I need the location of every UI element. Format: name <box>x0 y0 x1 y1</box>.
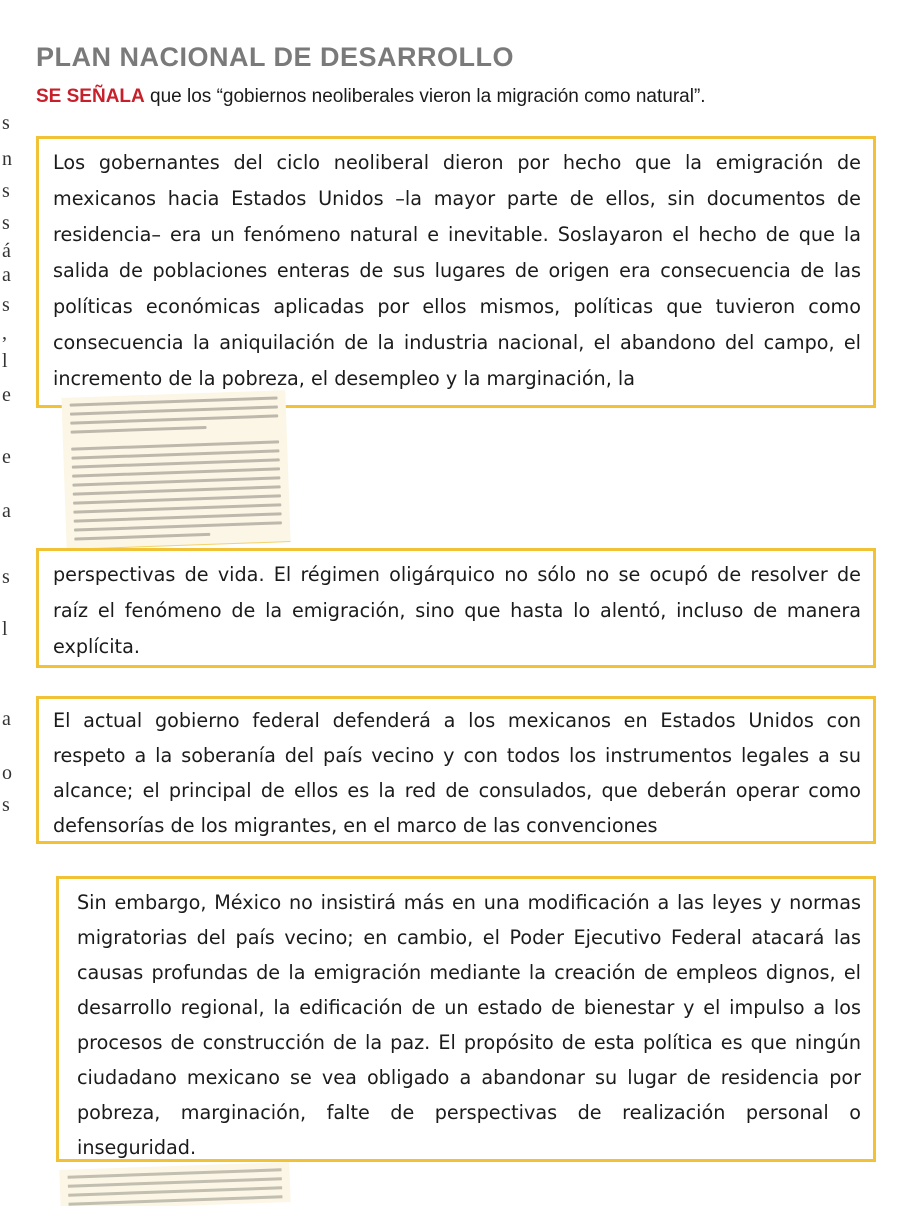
margin-letter: a <box>2 500 11 522</box>
background-clipping <box>61 390 290 550</box>
quote-box-3 <box>36 696 876 844</box>
subtitle-accent: SE SEÑALA <box>36 86 145 107</box>
margin-letter: l <box>2 618 8 640</box>
margin-letter: s <box>2 566 10 588</box>
quote-text-2: perspectivas de vida. El régimen oligárquico no sólo no se ocupó de resolver de raíz el fenómeno de la emigración, sino que hasta lo alentó, incluso de manera explícita. <box>53 563 861 658</box>
margin-letter: n <box>2 148 12 170</box>
background-clipping-bottom <box>59 1162 290 1206</box>
margin-letter: s <box>2 212 10 234</box>
quote-text-3: El actual gobierno federal defenderá a los mexicanos en Estados Unidos con respeto a la soberanía del país vecino y con todos los instrumentos legales a su alcance; el principal de ellos es la red de consulados, que deberán operar como defensorías de los migrantes, en el marco de las convenciones <box>53 709 861 837</box>
margin-letter: , <box>2 322 7 344</box>
margin-letter: l <box>2 350 8 372</box>
page-subtitle <box>36 86 706 108</box>
margin-letter: a <box>2 264 11 286</box>
margin-letter: s <box>2 112 10 134</box>
margin-letter: e <box>2 446 11 468</box>
quote-text-1: Los gobernantes del ciclo neoliberal dieron por hecho que la emigración de mexicanos hacia Estados Unidos –la mayor parte de ellos, sin documentos de residencia– era un fenómeno natural e inevitable. Soslayaron el hecho de que la salida de poblaciones enteras de sus lugares de origen era consecuencia de las políticas económicas aplicadas por ellos mismos, políticas que tuvieron como consecuencia la aniquilación de la industria nacional, el abandono del campo, el incremento de la pobreza, el desempleo y la marginación, la <box>53 151 861 390</box>
page-title: PLAN NACIONAL DE DESARROLLO <box>36 42 515 72</box>
quote-box-2 <box>36 548 876 668</box>
margin-letter: s <box>2 294 10 316</box>
margin-letter: o <box>2 762 12 784</box>
adjacent-column-fragment <box>0 0 16 1206</box>
subtitle-text: que los “gobiernos neoliberales vieron la migración como natural”. <box>144 86 706 107</box>
margin-letter: s <box>2 794 10 816</box>
quote-text-4: Sin embargo, México no insistirá más en una modificación a las leyes y normas migratorias del país vecino; en cambio, el Poder Ejecutivo Federal atacará las causas profundas de la emigración mediante la creación de empleos dignos, el desarrollo regional, la edificación de un estado de bienestar y el impulso a los procesos de construcción de la paz. El propósito de esta política es que ningún ciudadano mexicano se vea obligado a abandonar su lugar de residencia por pobreza, marginación, falte de perspectivas de realización personal o inseguridad. <box>77 891 861 1159</box>
margin-letter: a <box>2 708 11 730</box>
margin-letter: á <box>2 240 11 262</box>
margin-letter: e <box>2 384 11 406</box>
margin-letter: s <box>2 180 10 202</box>
quote-box-4 <box>56 876 876 1162</box>
quote-box-1 <box>36 136 876 408</box>
